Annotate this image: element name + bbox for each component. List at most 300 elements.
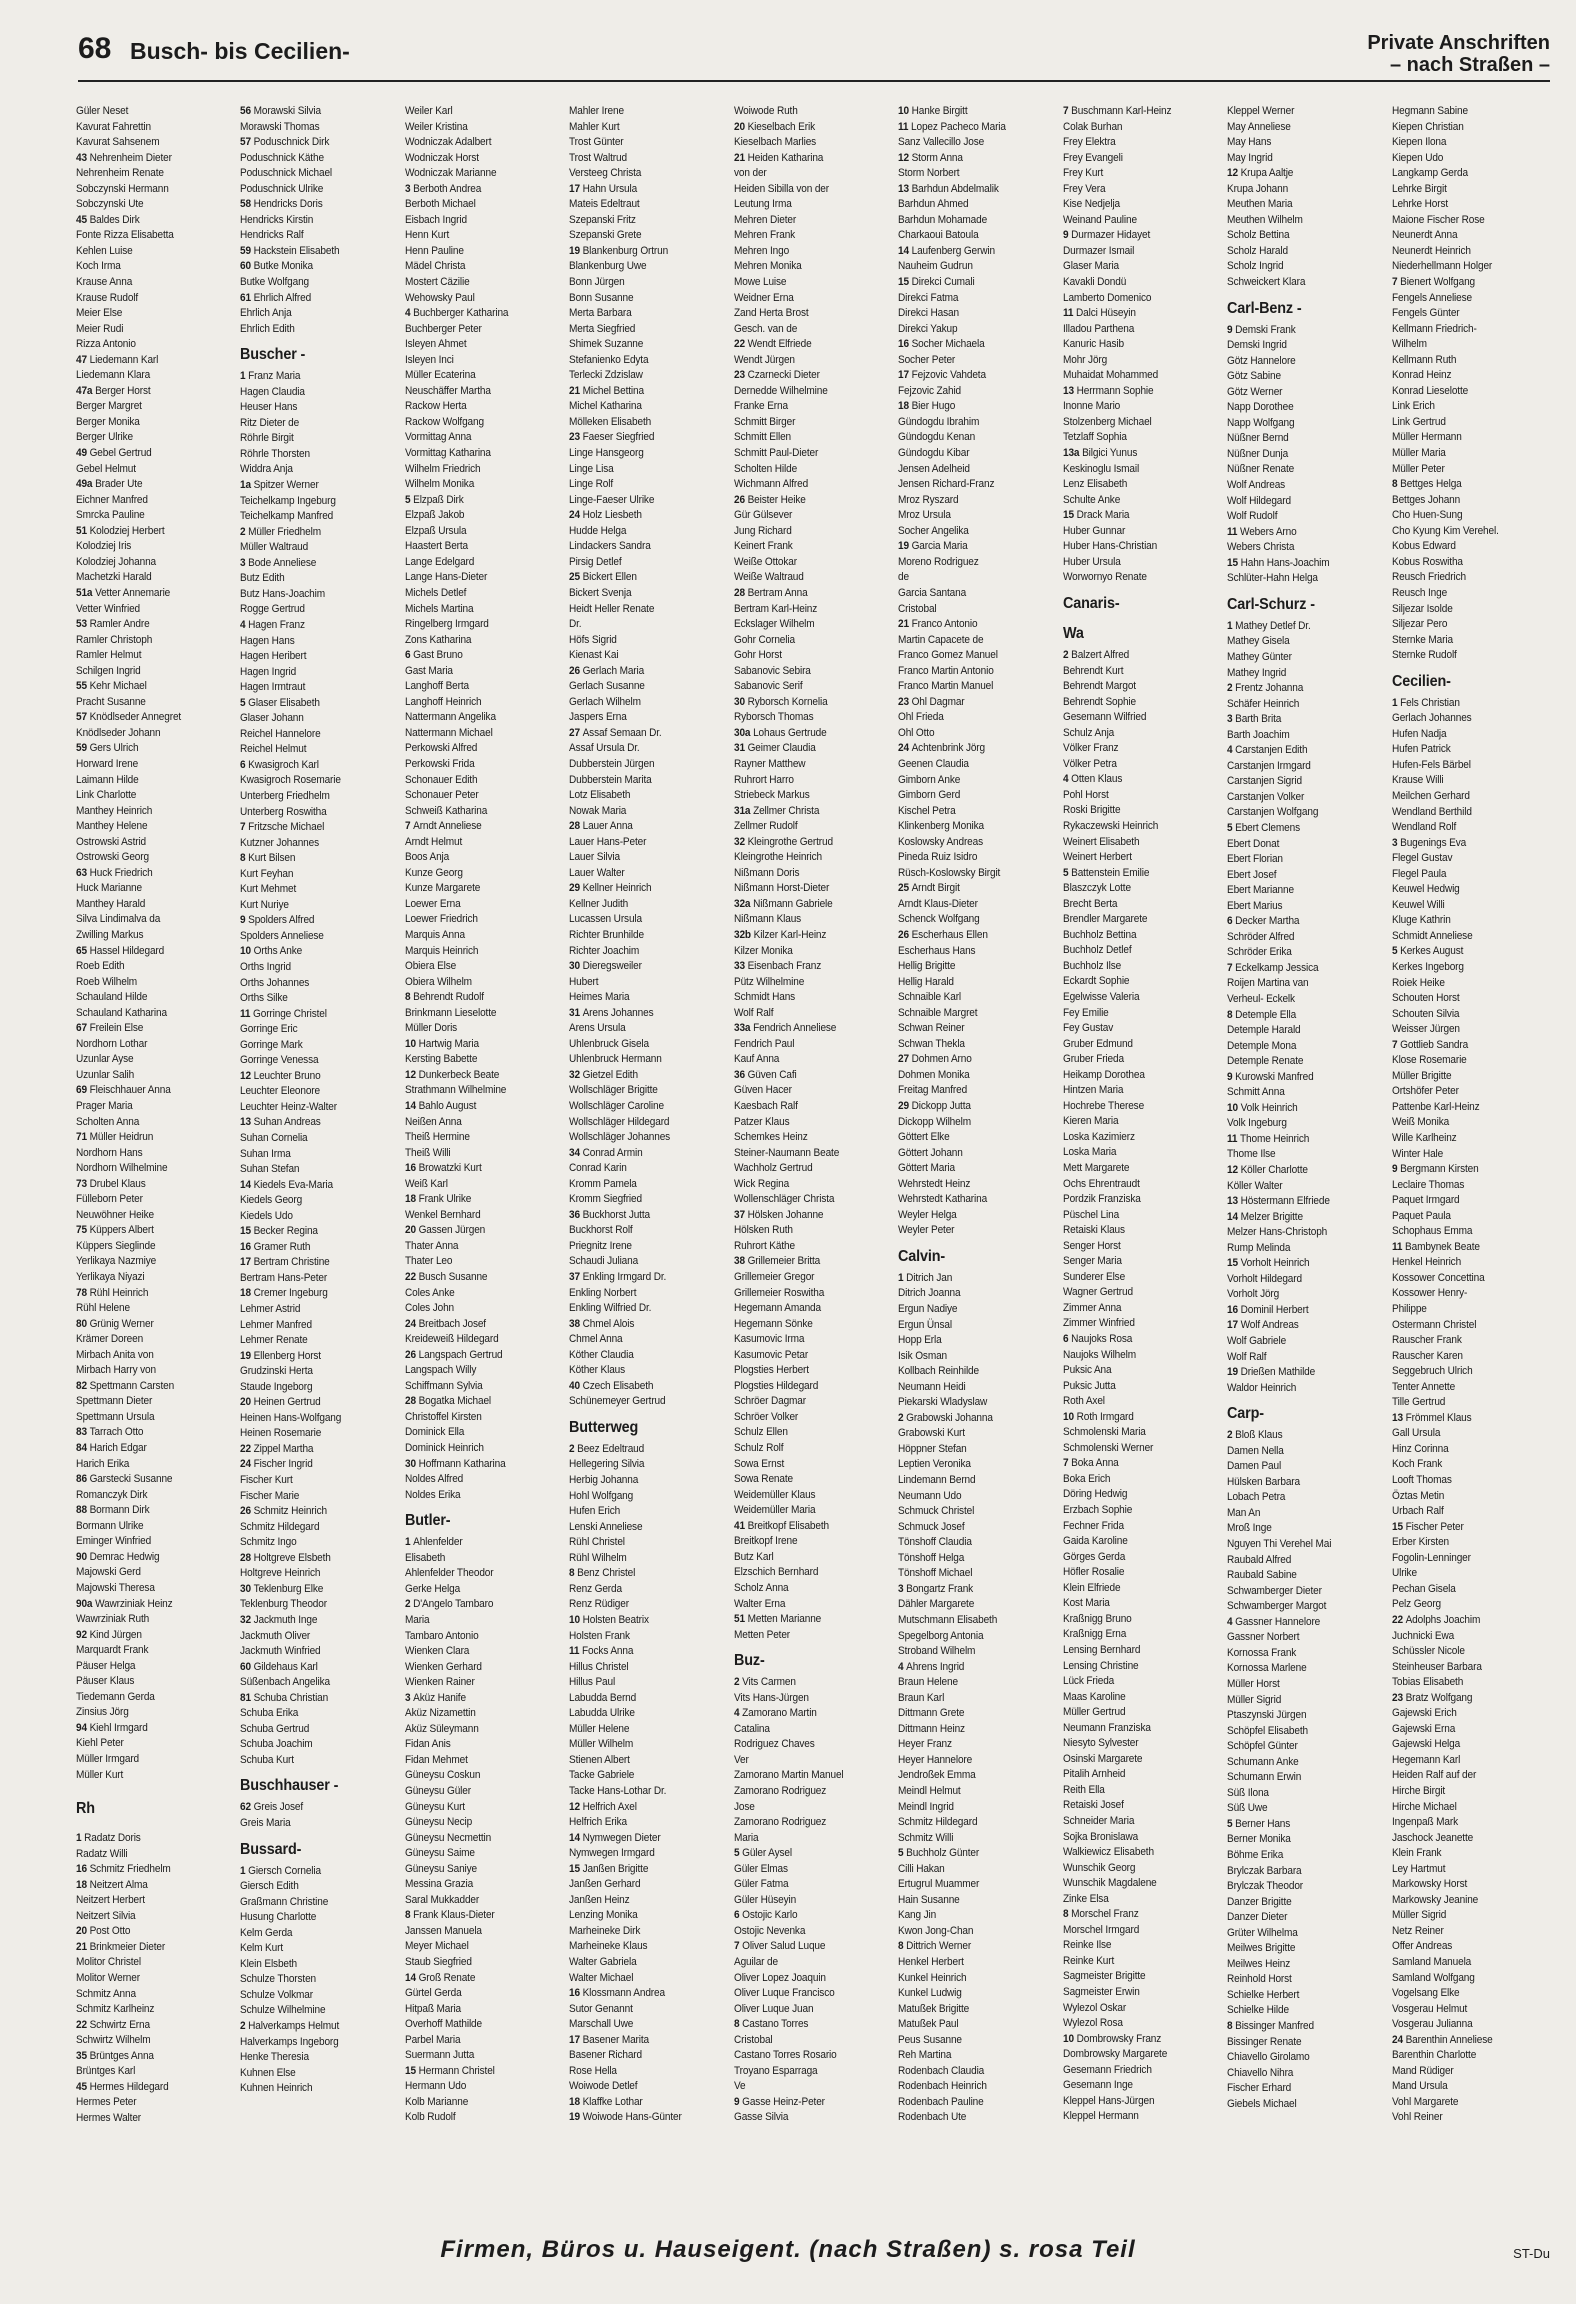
house-number: 8: [1227, 2019, 1236, 2032]
house-number: 21: [898, 618, 912, 631]
directory-entry: Klose Rosemarie: [1391, 1054, 1467, 1067]
directory-entry: Meier Else: [76, 307, 123, 320]
directory-entry: 37 Enkling Irmgard Dr.: [569, 1271, 667, 1284]
house-number: 57: [76, 711, 90, 724]
house-number: 13: [1227, 1195, 1241, 1208]
directory-entry: Krämer Doreen: [76, 1333, 144, 1346]
directory-entry: Schauland Hilde: [76, 991, 148, 1004]
directory-entry: Kurt Mehmet: [240, 883, 297, 896]
street-heading: Buschhauser -: [240, 1777, 339, 1795]
directory-entry: 24 Achtenbrink Jörg: [898, 742, 986, 755]
house-number: 1: [1391, 696, 1400, 709]
directory-entry: Sagmeister Brigitte: [1062, 1970, 1146, 1983]
directory-entry: Staub Siegfried: [404, 1955, 472, 1968]
directory-entry: 38 Chmel Alois: [569, 1317, 635, 1330]
directory-entry: Berner Monika: [1227, 1833, 1291, 1846]
directory-entry: Oliver Lopez Joaquin: [733, 1971, 826, 1984]
directory-entry: Osinski Margarete: [1062, 1752, 1143, 1765]
house-number: 60: [240, 260, 255, 273]
directory-entry: Güneysu Güler: [404, 1784, 471, 1797]
directory-entry: Schmitz Karlheinz: [76, 2003, 155, 2016]
directory-entry: Butz Edith: [240, 572, 285, 585]
directory-entry: 5 Berner Hans: [1227, 1817, 1291, 1830]
directory-entry: Krause Anna: [76, 276, 133, 289]
directory-entry: Hellegering Silvia: [569, 1458, 645, 1471]
directory-entry: Schulze Volkmar: [240, 1988, 314, 2001]
directory-entry: Kolb Rudolf: [404, 2111, 456, 2124]
directory-entry: Dohmen Monika: [898, 1068, 970, 1081]
directory-entry: Weinand Pauline: [1062, 213, 1137, 226]
directory-entry: Pracht Susanne: [76, 695, 146, 708]
directory-entry: Kromm Siegfried: [569, 1193, 643, 1206]
directory-entry: Kurt Feyhan: [240, 867, 294, 880]
directory-entry: Behrendt Margot: [1062, 680, 1136, 693]
house-number: 13: [1062, 384, 1077, 397]
directory-entry: Vogelsang Elke: [1391, 1987, 1460, 2000]
house-number: 16: [240, 1240, 255, 1253]
directory-entry: Wolf Hildegard: [1227, 494, 1292, 507]
directory-entry: Merta Barbara: [569, 307, 632, 320]
house-number: 5: [898, 1847, 907, 1860]
directory-entry: Castano Torres Rosario: [733, 2049, 837, 2062]
directory-entry: Plogsties Hildegard: [733, 1379, 818, 1392]
house-number: 47: [76, 353, 90, 366]
house-number: 5: [733, 1847, 742, 1860]
house-number: 34: [569, 1146, 583, 1159]
house-number: 18: [240, 1287, 255, 1300]
directory-entry: Janßen Heinz: [569, 1893, 630, 1906]
directory-entry: 28 Bogatka Michael: [404, 1395, 491, 1408]
directory-entry: Tacke Gabriele: [569, 1769, 635, 1782]
house-number: 4: [1062, 773, 1071, 786]
house-number: 11: [1391, 1240, 1405, 1253]
directory-entry: Uhlenbruck Hermann: [569, 1053, 663, 1066]
directory-entry: Vosgerau Helmut: [1391, 2002, 1467, 2015]
house-number: 38: [569, 1317, 583, 1330]
directory-entry: 18 Frank Ulrike: [404, 1193, 472, 1206]
directory-entry: Kiepen Christian: [1391, 120, 1464, 133]
directory-entry: Marschall Uwe: [569, 2018, 634, 2031]
directory-entry: Linge Lisa: [569, 462, 614, 475]
directory-entry: 9 Gasse Heinz-Peter: [733, 2095, 825, 2108]
house-number: 21: [76, 1940, 90, 1953]
house-number: 3: [1227, 713, 1236, 726]
directory-entry: Mehren Frank: [733, 229, 795, 242]
directory-entry: Kauf Anna: [733, 1053, 780, 1066]
house-number: 24: [404, 1317, 419, 1330]
directory-entry: Erber Kirsten: [1391, 1536, 1449, 1549]
directory-entry: Bormann Ulrike: [76, 1519, 144, 1532]
directory-entry: Poduschnick Käthe: [240, 151, 325, 164]
directory-entry: 22 Busch Susanne: [404, 1271, 488, 1284]
directory-entry: Szepanski Grete: [569, 229, 642, 242]
directory-entry: Hellig Brigitte: [898, 960, 956, 973]
directory-entry: 16 Browatzki Kurt: [404, 1162, 482, 1175]
directory-entry: Wollschläger Hildegard: [569, 1115, 670, 1128]
house-number: 56: [240, 105, 255, 117]
directory-entry: Arndt Klaus-Dieter: [898, 897, 979, 910]
directory-entry: 20 Kieselbach Erik: [733, 120, 815, 133]
directory-entry: Peus Susanne: [898, 2033, 963, 2046]
directory-entry: Catalina: [733, 1722, 770, 1735]
directory-entry: 17 Wolf Andreas: [1227, 1319, 1299, 1332]
directory-entry: Parbel Maria: [404, 2033, 461, 2046]
directory-entry: Süß Uwe: [1227, 1802, 1268, 1815]
directory-entry: Heuser Hans: [240, 401, 298, 414]
house-number: 37: [569, 1271, 583, 1284]
house-number: 21: [733, 151, 748, 164]
house-number: 24: [240, 1458, 255, 1471]
directory-entry: 5 Battenstein Emilie: [1062, 866, 1149, 879]
directory-entry: Köther Claudia: [569, 1348, 635, 1361]
directory-entry: Gerlach Johannes: [1391, 712, 1472, 725]
directory-entry: 10 Holsten Beatrix: [569, 1613, 650, 1626]
directory-entry: 1 Franz Maria: [240, 370, 301, 383]
directory-entry: Machetzki Harald: [76, 571, 152, 584]
directory-entry: Fischer Marie: [240, 1489, 300, 1502]
directory-entry: Michel Katharina: [569, 400, 643, 413]
directory-entry: Kreideweiß Hildegard: [404, 1333, 499, 1346]
directory-entry: Henke Theresia: [240, 2051, 310, 2064]
directory-entry: Uzunlar Ayse: [76, 1053, 134, 1066]
house-number: 14: [404, 1971, 419, 1984]
directory-entry: Kost Maria: [1062, 1597, 1110, 1610]
directory-entry: Aküz Süleymann: [404, 1722, 479, 1735]
directory-entry: 2 Balzert Alfred: [1062, 648, 1129, 661]
directory-entry: Dittmann Grete: [898, 1707, 965, 1720]
directory-entry: Meilchen Gerhard: [1391, 789, 1470, 802]
directory-entry: Sobczynski Hermann: [76, 182, 169, 195]
directory-entry: Theiß Willi: [404, 1146, 451, 1159]
directory-entry: Schilgen Ingrid: [76, 664, 141, 677]
directory-entry: Schmuck Josef: [898, 1520, 965, 1533]
directory-entry: Mroz Ryszard: [898, 493, 959, 506]
directory-entry: Trost Waltrud: [569, 151, 628, 164]
directory-entry: Roeb Wilhelm: [76, 975, 138, 988]
house-number: 18: [404, 1193, 419, 1206]
house-number: 5: [1062, 866, 1071, 879]
house-number: 12: [898, 151, 912, 164]
directory-entry: Wienken Rainer: [404, 1676, 475, 1689]
directory-entry: Seggebruch Ulrich: [1391, 1365, 1473, 1378]
directory-entry: Glaser Maria: [1062, 260, 1119, 273]
directory-entry: 33 Eisenbach Franz: [733, 960, 821, 973]
house-number: 6: [1227, 915, 1236, 928]
directory-entry: 11 Thome Heinrich: [1227, 1132, 1310, 1145]
directory-entry: Basener Richard: [569, 2049, 643, 2062]
directory-entry: 26 Beister Heike: [733, 493, 806, 506]
house-number: 18: [569, 2095, 583, 2108]
directory-entry: Priegnitz Irene: [569, 1239, 633, 1252]
directory-entry: Schöpfel Elisabeth: [1227, 1724, 1309, 1737]
directory-entry: 36 Buckhorst Jutta: [569, 1208, 651, 1221]
directory-entry: Melzer Hans-Christoph: [1227, 1226, 1328, 1239]
house-number: 3: [898, 1582, 907, 1595]
directory-entry: Schauland Katharina: [76, 1006, 167, 1019]
directory-entry: Heinen Rosemarie: [240, 1427, 322, 1440]
directory-entry: Samland Wolfgang: [1391, 1971, 1475, 1984]
directory-entry: Behrendt Kurt: [1062, 664, 1124, 677]
directory-entry: Wolf Andreas: [1227, 479, 1286, 492]
directory-entry: 13 Frömmel Klaus: [1391, 1411, 1472, 1424]
house-number: 16: [569, 1987, 583, 2000]
directory-entry: Heimes Maria: [569, 991, 630, 1004]
directory-entry: Thome Ilse: [1227, 1148, 1276, 1161]
directory-entry: Kwon Jong-Chan: [898, 1924, 974, 1937]
directory-entry: Lindemann Bernd: [898, 1474, 976, 1487]
directory-entry: 2 D'Angelo Tambaro: [404, 1598, 494, 1611]
directory-entry: Hermes Peter: [76, 2096, 137, 2109]
directory-entry: Franke Erna: [733, 400, 788, 413]
house-number: 6: [240, 758, 249, 771]
directory-entry: Manthey Helene: [76, 820, 148, 833]
directory-entry: Looft Thomas: [1391, 1474, 1452, 1487]
directory-entry: Gündogdu Kenan: [898, 431, 976, 444]
street-heading: Canaris-: [1062, 594, 1120, 612]
directory-entry: Müller Horst: [1227, 1677, 1280, 1690]
directory-entry: Schmidt Hans: [733, 991, 795, 1004]
directory-entry: Schielke Herbert: [1227, 1988, 1300, 2001]
directory-entry: Hermann Udo: [404, 2080, 467, 2093]
house-number: 10: [1227, 1101, 1241, 1114]
directory-entry: 67 Freilein Else: [76, 1022, 144, 1035]
house-number: 10: [1062, 2032, 1077, 2045]
directory-entry: Pirsig Detlef: [569, 555, 622, 568]
directory-entry: Gesemann Inge: [1062, 2079, 1133, 2092]
directory-entry: Kavakli Dondü: [1062, 276, 1126, 289]
directory-entry: Rühl Wilhelm: [569, 1551, 628, 1564]
directory-entry: Vohl Margarete: [1391, 2095, 1458, 2108]
directory-entry: Schiffmann Sylvia: [404, 1379, 483, 1392]
directory-entry: Franco Martin Antonio: [898, 664, 994, 677]
directory-entry: Poduschnick Ulrike: [240, 182, 324, 195]
directory-entry: Trost Günter: [569, 136, 624, 149]
directory-entry: Boos Anja: [404, 851, 450, 864]
house-number: 19: [1227, 1366, 1241, 1379]
directory-entry: Striebeck Markus: [733, 789, 810, 802]
directory-entry: Gorringe Venessa: [240, 1054, 319, 1067]
directory-entry: Göttert Maria: [898, 1162, 956, 1175]
directory-entry: Hitpaß Maria: [404, 2002, 461, 2015]
directory-entry: Mand Rüdiger: [1391, 2064, 1454, 2077]
directory-entry: Escherhaus Hans: [898, 944, 976, 957]
house-number: 9: [1391, 1163, 1400, 1176]
house-number: 19: [240, 1349, 255, 1362]
directory-entry: Holtgreve Heinrich: [240, 1567, 321, 1580]
directory-entry: Braun Helene: [898, 1676, 959, 1689]
directory-entry: Rackow Herta: [404, 400, 467, 413]
house-number: 9: [733, 2095, 742, 2108]
directory-entry: 15 Hermann Christel: [404, 2064, 495, 2077]
house-number: 8: [569, 1567, 578, 1580]
directory-entry: Greis Maria: [240, 1816, 291, 1829]
directory-entry: Rodenbach Heinrich: [898, 2080, 988, 2093]
directory-entry: Süß Ilona: [1227, 1786, 1270, 1799]
directory-entry: Nattermann Angelika: [404, 711, 496, 724]
directory-entry: Spolders Anneliese: [240, 929, 325, 942]
directory-entry: Ehrlich Anja: [240, 307, 292, 320]
directory-entry: 4 Hagen Franz: [240, 618, 306, 631]
directory-entry: 73 Drubel Klaus: [76, 1177, 146, 1190]
house-number: 4: [1227, 1615, 1236, 1628]
directory-entry: 19 Woiwode Hans-Günter: [569, 2111, 683, 2124]
directory-entry: Henkel Heinrich: [1391, 1256, 1461, 1269]
directory-entry: Morschel Irmgard: [1062, 1923, 1139, 1936]
directory-entry: Güler Fatma: [733, 1878, 789, 1891]
directory-entry: Ruhrort Käthe: [733, 1239, 795, 1252]
directory-entry: Schwirtz Wilhelm: [76, 2034, 151, 2047]
section-heading-line2: – nach Straßen –: [1389, 54, 1550, 76]
house-number: 45: [76, 2080, 90, 2093]
directory-entry: Meilwes Brigitte: [1227, 1942, 1296, 1955]
directory-entry: Höfs Sigrid: [569, 633, 618, 646]
directory-entry: 57 Knödlseder Annegret: [76, 711, 182, 724]
directory-entry: Klinkenberg Monika: [898, 820, 985, 833]
directory-entry: Spegelborg Antonia: [898, 1629, 984, 1642]
directory-entry: Kutzner Johannes: [240, 836, 320, 849]
house-number: 14: [1227, 1210, 1241, 1223]
directory-entry: Weyler Helga: [898, 1208, 957, 1221]
house-number: 5: [1227, 1817, 1236, 1830]
directory-entry: 27 Dohmen Arno: [898, 1053, 972, 1066]
directory-entry: Mölleken Elisabeth: [569, 415, 652, 428]
directory-entry: 3 Berboth Andrea: [404, 182, 482, 195]
directory-entry: Lehrke Birgit: [1391, 182, 1447, 195]
house-number: 36: [733, 1068, 748, 1081]
directory-entry: Kang Jin: [898, 1909, 937, 1922]
directory-entry: Müller Peter: [1391, 462, 1445, 475]
directory-entry: 15 Vorholt Heinrich: [1227, 1257, 1310, 1270]
directory-entry: Heidt Heller Renate: [569, 602, 655, 615]
directory-entry: Perkowski Frida: [404, 757, 475, 770]
directory-entry: Kasumovic Petar: [733, 1348, 808, 1361]
house-number: 22: [404, 1271, 419, 1284]
directory-entry: 26 Escherhaus Ellen: [898, 928, 989, 941]
directory-entry: 88 Bormann Dirk: [76, 1504, 150, 1517]
directory-entry: 90a Wawrziniak Heinz: [76, 1597, 173, 1610]
directory-entry: Sabanovic Serif: [733, 680, 803, 693]
directory-entry: Dubberstein Marita: [569, 773, 652, 786]
house-number: 32: [240, 1613, 255, 1626]
directory-entry: Vohl Reiner: [1391, 2111, 1443, 2124]
directory-entry: Mirbach Anita von: [76, 1348, 154, 1361]
house-number: 36: [569, 1208, 583, 1221]
directory-entry: Gesemann Friedrich: [1062, 2063, 1152, 2076]
directory-entry: Pohl Horst: [1062, 788, 1109, 801]
directory-entry: Koch Frank: [1391, 1458, 1442, 1471]
directory-entry: 1 Fels Christian: [1391, 696, 1460, 709]
directory-entry: Jaspers Erna: [569, 711, 628, 724]
house-number: 19: [569, 2111, 583, 2124]
directory-entry: Tille Gertrud: [1391, 1396, 1445, 1409]
directory-entry: 6 Gast Bruno: [404, 649, 463, 662]
directory-entry: 9 Kurowski Manfred: [1227, 1070, 1314, 1083]
directory-entry: Kurt Nuriye: [240, 898, 290, 911]
directory-entry: Scholz Ingrid: [1227, 260, 1284, 273]
directory-entry: 35 Brüntges Anna: [76, 2049, 154, 2062]
directory-entry: Heiden Sibilla von der: [733, 182, 829, 195]
directory-entry: 10 Hartwig Maria: [404, 1037, 479, 1050]
directory-entry: 30 Dieregsweiler: [569, 960, 643, 973]
directory-entry: Krause Willi: [1391, 774, 1444, 787]
directory-entry: Lück Frieda: [1062, 1675, 1114, 1688]
directory-entry: Troyano Esparraga: [733, 2064, 818, 2077]
directory-entry: Marquis Anna: [404, 928, 465, 941]
directory-entry: Neumann Heidi: [898, 1380, 966, 1393]
directory-entry: Zons Katharina: [404, 633, 472, 646]
house-number: 7: [1391, 1038, 1400, 1051]
house-number: 37: [733, 1208, 748, 1221]
directory-entry: Küppers Sieglinde: [76, 1239, 156, 1252]
directory-entry: Majowski Gerd: [76, 1566, 141, 1579]
directory-entry: Berboth Michael: [404, 198, 476, 211]
directory-entry: Eckardt Sophie: [1062, 975, 1130, 988]
directory-entry: Müller Doris: [404, 1022, 457, 1035]
directory-entry: Carstanjen Volker: [1227, 790, 1305, 803]
house-number: 55: [76, 680, 90, 693]
directory-entry: 30 Hoffmann Katharina: [404, 1457, 506, 1470]
directory-entry: Kunze Margarete: [404, 882, 481, 895]
directory-entry: 30a Lohaus Gertrude: [733, 726, 827, 739]
section-heading-line1: Private Anschriften: [1367, 32, 1550, 54]
directory-entry: Güler Neset: [76, 105, 129, 117]
directory-entry: Dickopp Wilhelm: [898, 1115, 972, 1128]
directory-entry: Oliver Luque Francisco: [733, 1987, 835, 2000]
directory-entry: Loska Maria: [1062, 1146, 1117, 1159]
directory-entry: Piekarski Wladyslaw: [898, 1396, 988, 1409]
directory-entry: Kienast Kai: [569, 649, 619, 662]
directory-entry: Päuser Klaus: [76, 1675, 135, 1688]
directory-entry: Schwamberger Margot: [1227, 1600, 1327, 1613]
directory-entry: Ver: [733, 1753, 749, 1766]
directory-entry: 20 Gassen Jürgen: [404, 1224, 486, 1237]
directory-entry: Sobczynski Ute: [76, 198, 144, 211]
directory-entry: Wylezol Oskar: [1062, 2001, 1126, 2014]
house-number: 13a: [1062, 447, 1082, 460]
directory-entry: Danzer Brigitte: [1227, 1895, 1292, 1908]
directory-entry: Gorringe Mark: [240, 1038, 304, 1051]
directory-entry: Kellmann Friedrich-: [1391, 322, 1477, 335]
directory-entry: Weinert Herbert: [1062, 851, 1132, 864]
directory-entry: Zimmer Anna: [1062, 1301, 1122, 1314]
directory-entry: 11 Focks Anna: [569, 1645, 634, 1658]
directory-entry: Schmitt Ellen: [733, 431, 791, 444]
house-number: 30a: [733, 726, 753, 739]
directory-entry: Isleyen Inci: [404, 353, 454, 366]
directory-entry: Scholz Bettina: [1227, 229, 1290, 242]
directory-entry: Ptaszynski Jürgen: [1227, 1709, 1307, 1722]
directory-entry: Orths Silke: [240, 992, 289, 1005]
directory-entry: Paquet Irmgard: [1391, 1194, 1460, 1207]
directory-entry: 2 Grabowski Johanna: [898, 1411, 994, 1424]
directory-entry: Kiedels Georg: [240, 1194, 303, 1207]
directory-entry: 13a Bilgici Yunus: [1062, 447, 1137, 460]
directory-entry: Ringelberg Irmgard: [404, 618, 489, 631]
directory-entry: 47 Liedemann Karl: [76, 353, 159, 366]
directory-entry: Moreno Rodriguez: [898, 555, 979, 568]
directory-entry: Göttert Johann: [898, 1146, 963, 1159]
directory-entry: Müller Ecaterina: [404, 369, 476, 382]
directory-entry: Ostojic Nevenka: [733, 1924, 806, 1937]
directory-entry: 28 Bertram Anna: [733, 586, 808, 599]
directory-column-8: [1227, 104, 1385, 2202]
house-number: 20: [76, 1925, 90, 1938]
directory-entry: Ve: [733, 2080, 746, 2093]
house-number: 8: [898, 1940, 907, 1953]
directory-entry: Puksic Jutta: [1062, 1379, 1116, 1392]
directory-entry: Konrad Lieselotte: [1391, 384, 1468, 397]
directory-entry: Grudzinski Herta: [240, 1365, 314, 1378]
